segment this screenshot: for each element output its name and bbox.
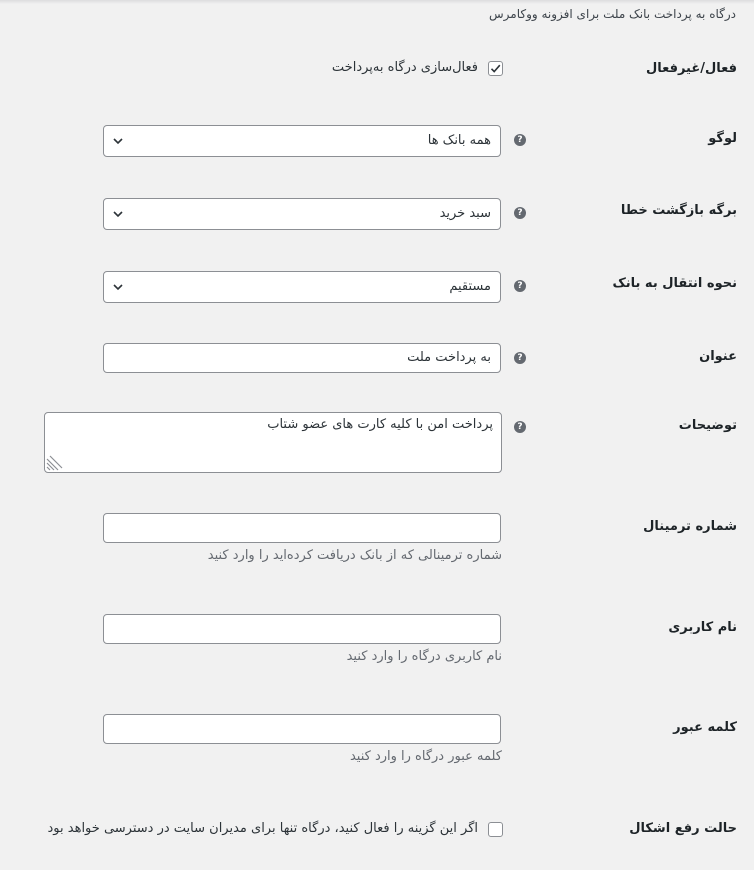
logo-label: لوگو	[708, 131, 737, 146]
help-icon[interactable]: ?	[514, 280, 526, 292]
username-help-text: نام کاربری درگاه را وارد کنید	[346, 649, 502, 664]
password-input[interactable]	[103, 714, 501, 744]
debug-mode-label: حالت رفع اشکال	[629, 821, 737, 836]
help-icon[interactable]: ?	[514, 352, 526, 364]
chevron-down-icon	[112, 281, 124, 293]
error-page-label: برگه بازگشت خطا	[620, 203, 737, 218]
terminal-id-input[interactable]	[103, 513, 501, 543]
chevron-down-icon	[112, 135, 124, 147]
enabled-label: فعال/غیرفعال	[645, 61, 737, 76]
enable-gateway-checkbox-label[interactable]: فعال‌سازی درگاه به‌پرداخت	[331, 60, 478, 75]
help-icon[interactable]: ?	[514, 207, 526, 219]
description-textarea[interactable]	[44, 412, 502, 473]
logo-select[interactable]	[103, 125, 501, 157]
description-label: توضیحات	[678, 418, 737, 433]
password-help-text: کلمه عبور درگاه را وارد کنید	[349, 749, 502, 764]
debug-mode-checkbox-label[interactable]: اگر این گزینه را فعال کنید، درگاه تنها برای مدیران سایت در دسترسی خواهد بود	[47, 821, 478, 836]
debug-mode-checkbox[interactable]	[488, 822, 503, 837]
transfer-method-select-value: مستقیم	[449, 279, 491, 294]
enable-gateway-checkbox[interactable]	[488, 61, 503, 76]
resize-grip-icon[interactable]	[46, 453, 64, 471]
username-input[interactable]	[103, 614, 501, 644]
help-icon[interactable]: ?	[514, 134, 526, 146]
title-input[interactable]	[103, 343, 501, 373]
top-shadow	[0, 0, 754, 4]
terminal-id-label: شماره ترمینال	[643, 519, 737, 534]
error-page-select-value: سبد خرید	[439, 206, 491, 221]
transfer-method-label: نحوه انتقال به بانک	[612, 276, 737, 291]
help-icon[interactable]: ?	[514, 421, 526, 433]
username-label: نام کاربری	[668, 620, 737, 635]
error-page-select[interactable]	[103, 198, 501, 230]
terminal-id-help-text: شماره ترمینالی که از بانک دریافت کرده‌اید را وارد کنید	[207, 548, 502, 563]
description-textarea-value: پرداخت امن با کلیه کارت های عضو شتاب	[267, 417, 493, 432]
gateway-description: درگاه به پرداخت بانک ملت برای افزونه ووکامرس	[489, 7, 736, 21]
title-input-value: به پرداخت ملت	[407, 350, 491, 365]
title-label: عنوان	[699, 349, 737, 364]
chevron-down-icon	[112, 208, 124, 220]
transfer-method-select[interactable]	[103, 271, 501, 303]
logo-select-value: همه بانک ها	[427, 133, 491, 148]
password-label: کلمه عبور	[673, 720, 737, 735]
checkmark-icon	[489, 62, 502, 75]
